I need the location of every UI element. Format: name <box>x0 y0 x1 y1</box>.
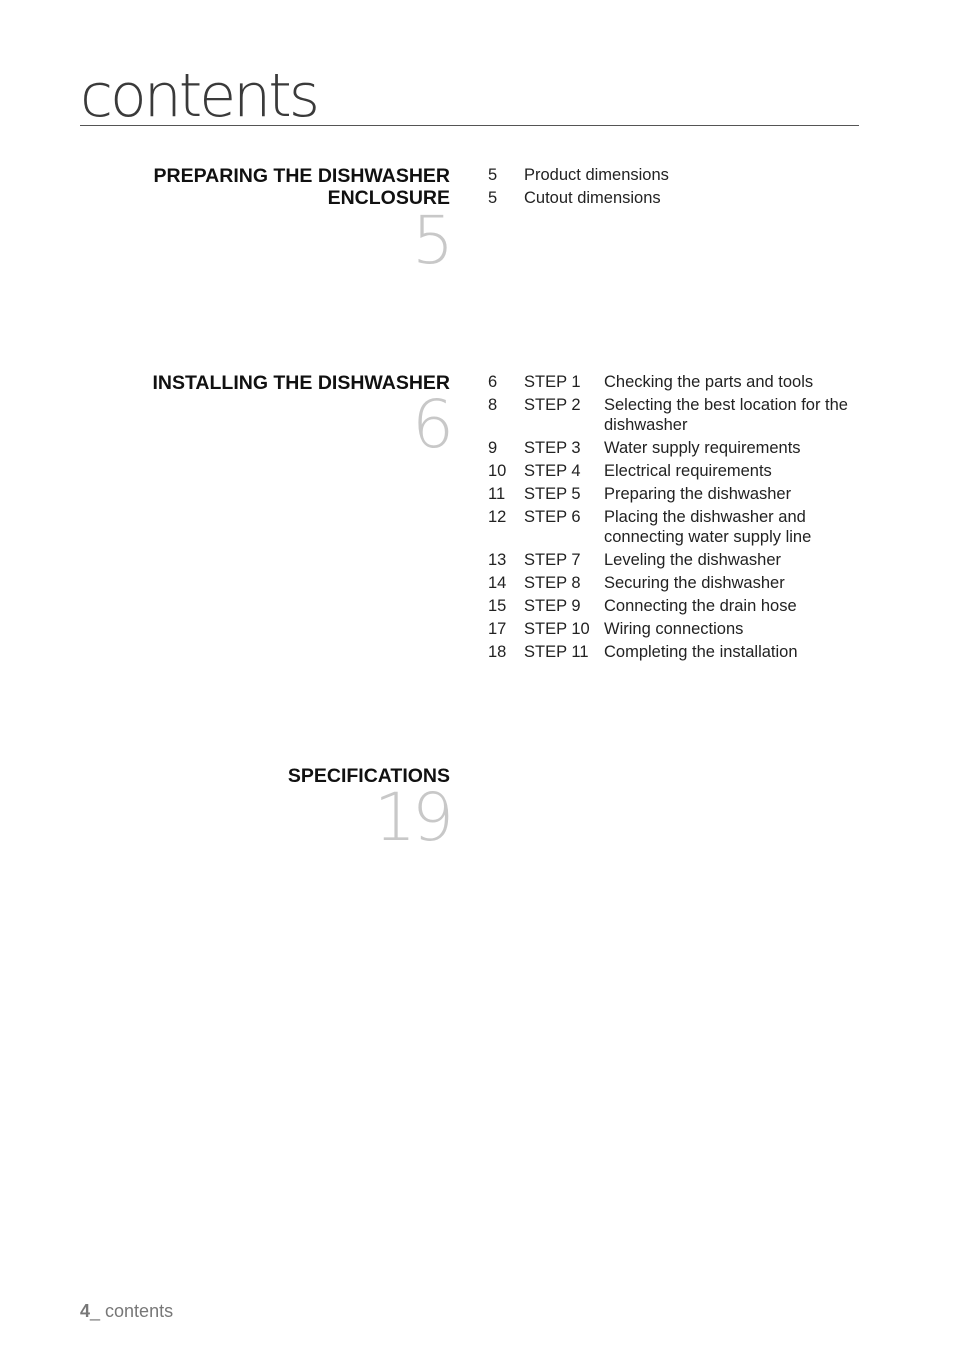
toc-step-label: STEP 10 <box>524 620 590 638</box>
toc-page-number: 5 <box>488 189 498 207</box>
toc-page-number: 14 <box>488 574 507 592</box>
section-heading-line: PREPARING THE DISHWASHER <box>153 165 450 187</box>
toc-entry[interactable] <box>488 165 868 185</box>
toc-step-label: STEP 8 <box>524 574 581 592</box>
footer-page-number: 4 <box>80 1301 91 1321</box>
section-number: 5 <box>412 202 450 279</box>
section-number: 19 <box>374 779 450 856</box>
toc-entry-title: Securing the dishwasher <box>604 574 785 592</box>
toc-step-label: STEP 7 <box>524 551 581 569</box>
toc-list-preparing <box>488 165 868 211</box>
toc-page-number: 11 <box>488 485 506 503</box>
page-title: contents <box>80 61 317 131</box>
toc-entry[interactable] <box>488 484 868 504</box>
toc-entry[interactable] <box>488 619 868 639</box>
toc-entry-title: Electrical requirements <box>604 462 772 480</box>
section-heading-preparing <box>90 165 450 209</box>
toc-entry-title: Cutout dimensions <box>524 189 661 207</box>
toc-entry[interactable] <box>488 507 868 547</box>
toc-step-label: STEP 6 <box>524 508 581 526</box>
toc-step-label: STEP 3 <box>524 439 581 457</box>
section-heading-line: INSTALLING THE DISHWASHER <box>152 372 450 394</box>
toc-page-number: 13 <box>488 551 507 569</box>
toc-entry[interactable] <box>488 461 868 481</box>
toc-step-label: STEP 4 <box>524 462 581 480</box>
toc-entry[interactable] <box>488 573 868 593</box>
footer-label: contents <box>105 1301 174 1321</box>
toc-entry[interactable] <box>488 372 868 392</box>
section-heading-line: SPECIFICATIONS <box>287 765 450 787</box>
toc-step-label: STEP 9 <box>524 597 581 615</box>
toc-entry-title: Connecting the drain hose <box>604 597 797 615</box>
footer-separator: _ <box>90 1301 106 1321</box>
toc-list-installing <box>488 372 868 665</box>
toc-page-number: 8 <box>488 396 498 414</box>
toc-entry[interactable] <box>488 642 868 662</box>
page-footer <box>80 1301 173 1322</box>
toc-entry-title: Wiring connections <box>604 620 744 638</box>
toc-page-number: 18 <box>488 643 507 661</box>
section-number: 6 <box>412 386 450 463</box>
section-heading-installing <box>90 372 450 394</box>
toc-entry-title: Preparing the dishwasher <box>604 485 792 503</box>
section-heading-line: ENCLOSURE <box>327 187 450 209</box>
toc-page-number: 10 <box>488 462 507 480</box>
toc-step-label: STEP 1 <box>524 373 581 391</box>
toc-entry[interactable] <box>488 596 868 616</box>
toc-entry-title: Product dimensions <box>524 166 669 184</box>
toc-entry[interactable] <box>488 438 868 458</box>
toc-entry-title: Checking the parts and tools <box>604 373 814 391</box>
toc-entry[interactable] <box>488 550 868 570</box>
toc-step-label: STEP 2 <box>524 396 581 414</box>
toc-page-number: 5 <box>488 166 498 184</box>
toc-entry[interactable] <box>488 395 868 435</box>
toc-page-number: 15 <box>488 597 507 615</box>
toc-step-label: STEP 5 <box>524 485 581 503</box>
toc-entry[interactable] <box>488 188 868 208</box>
toc-step-label: STEP 11 <box>524 643 589 661</box>
toc-entry-title: Leveling the dishwasher <box>604 551 782 569</box>
toc-entry-title: Selecting the best location for the dishwasher <box>604 396 848 434</box>
toc-entry-title: Completing the installation <box>604 643 798 661</box>
toc-page-number: 17 <box>488 620 507 638</box>
toc-page-number: 9 <box>488 439 498 457</box>
toc-page-number: 12 <box>488 508 507 526</box>
toc-page-number: 6 <box>488 373 498 391</box>
toc-entry-title: Placing the dishwasher and connecting water supply line <box>604 508 812 546</box>
toc-entry-title: Water supply requirements <box>604 439 801 457</box>
title-rule <box>80 125 859 126</box>
